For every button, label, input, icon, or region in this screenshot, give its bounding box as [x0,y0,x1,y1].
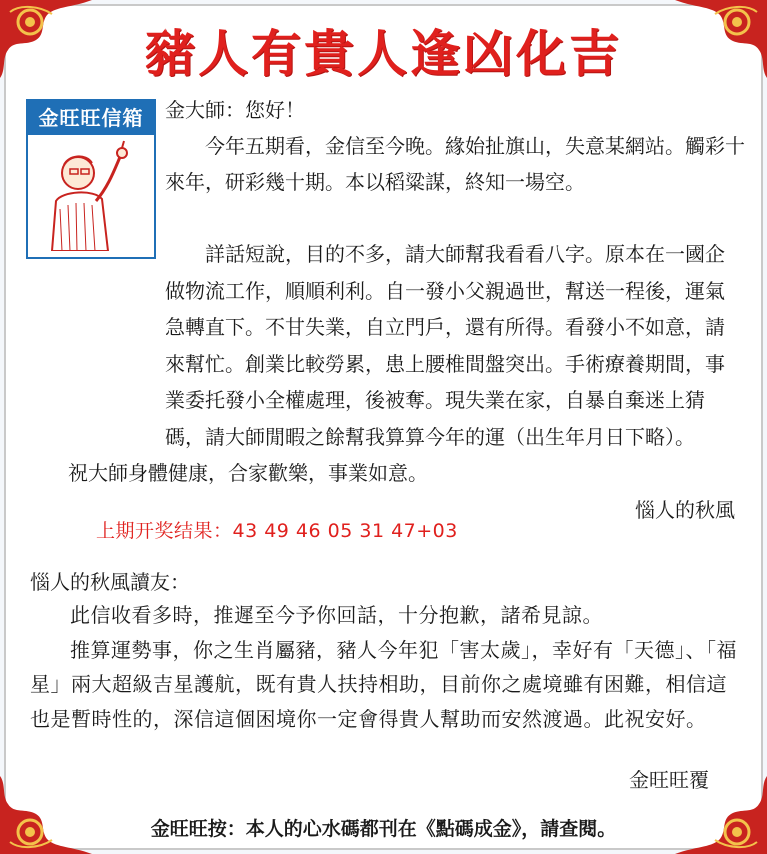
fortune-teller-illustration-icon [34,139,146,251]
reply-paragraph-1: 此信收看多時，推遲至今予你回話，十分抱歉，諸希見諒。 [70,603,603,627]
corner-ornament-icon [675,0,767,78]
letter-greeting: 金大師：您好！ [165,98,305,122]
letter-paragraph-3: 祝大師身體健康，合家歡樂，事業如意。 [68,461,428,485]
lottery-result: 上期开奖结果：43 49 46 05 31 47+03 [96,520,458,542]
reply-signature: 金旺旺覆 [629,768,709,792]
column-logo [26,99,156,259]
headline: 豬人有貴人逢凶化吉 [145,25,622,83]
letter-signature: 惱人的秋風 [635,498,735,522]
corner-ornament-icon [0,776,92,854]
reply-paragraph-2: 推算運勢事，你之生肖屬豬，豬人今年犯「害太歲」，幸好有「天德」、「福星」兩大超級吉星護航，既有貴人扶持相助，目前你之處境雖有困難，相信這也是暫時性的，深信這個困境你一定會得貴人幫助而安然渡過。此祝安好。 [30,637,737,731]
reply-body [30,598,740,736]
letter-paragraph-2: 詳話短說，目的不多，請大師幫我看看八字。原本在一國企做物流工作，順順利利。自一發小父親過世，幫送一程後，運氣急轉直下。不甘失業，自立門戶，還有所得。看發小不如意，請來幫忙。創業比較勞累，患上腰椎間盤突出。手術療養期間，事業委托發小全權處理，後被奪。現失業在家，自暴自棄迷上猜碼，請大師閒暇之餘幫我算算今年的運（出生年月日下略）。 [165,242,725,449]
letter-body [28,236,744,492]
reply-greeting: 惱人的秋風讀友： [30,570,190,594]
column-badge: 金旺旺信箱 [28,101,154,135]
corner-ornament-icon [0,0,92,78]
footer-note: 金旺旺按：本人的心水碼都刊在《點碼成金》，請查閱。 [150,818,617,840]
letter-paragraph-1: 今年五期看，金信至今晚。緣始扯旗山，失意某網站。觸彩十來年，研彩幾十期。本以稻粱謀，終知一場空。 [165,134,745,194]
letter-top [165,92,745,200]
